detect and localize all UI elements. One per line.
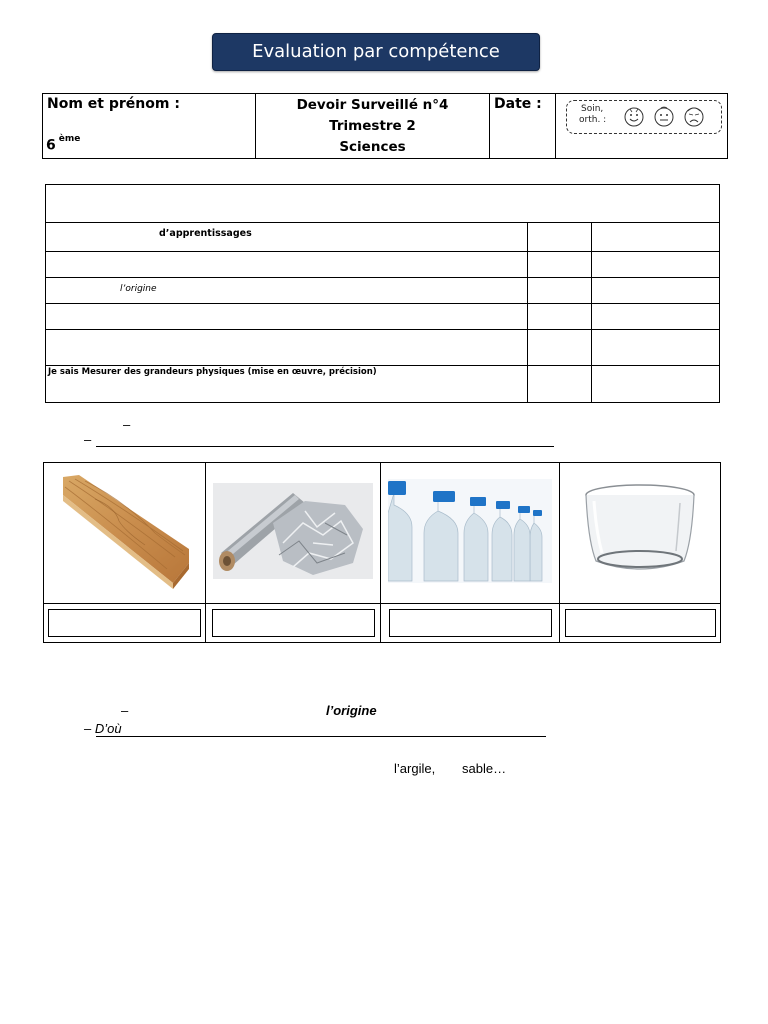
material-cell-glass <box>560 463 721 604</box>
soin-cell <box>556 94 728 159</box>
skills-table <box>45 184 720 403</box>
skills-row-label <box>46 223 528 252</box>
exercise1-line-dash: – <box>84 432 92 447</box>
exercise2-line-prefix: – D’où <box>84 721 122 736</box>
subject: Sciences <box>339 139 406 155</box>
material-cell-wood <box>44 463 206 604</box>
skills-row-grade[interactable] <box>592 278 720 304</box>
exercise2-text-sable: sable… <box>462 761 507 776</box>
exercise2-emphasis: l’origine <box>326 703 377 718</box>
exam-title: Devoir Surveillé n°4 <box>296 97 449 113</box>
sad-face-icon[interactable] <box>683 105 705 127</box>
name-label: Nom et prénom : <box>47 96 180 112</box>
skills-row-text: l’origine <box>120 284 157 294</box>
exercise2-text-argile: l’argile, <box>394 761 436 776</box>
materials-table <box>43 462 721 643</box>
date-cell[interactable] <box>490 94 556 159</box>
title-banner: Evaluation par compétence <box>212 33 540 71</box>
glass-cup-image <box>580 481 700 581</box>
aluminium-foil-image <box>213 483 373 579</box>
exam-info-cell <box>256 94 490 159</box>
exercise1-dash: – <box>123 417 131 432</box>
skills-row-label <box>46 278 528 304</box>
skills-row-label <box>46 330 528 366</box>
skills-row-check[interactable] <box>528 330 592 366</box>
soin-label-1: Soin, <box>581 104 604 114</box>
name-cell[interactable] <box>43 94 256 159</box>
material-cell-bottles <box>381 463 560 604</box>
soin-label <box>579 104 606 126</box>
class-suffix: ème <box>58 134 81 144</box>
skills-row-check[interactable] <box>528 252 592 278</box>
skills-row-check[interactable] <box>528 278 592 304</box>
header-table <box>42 93 728 159</box>
answer-cell <box>560 604 721 643</box>
skills-row-text: Je sais Mesurer des grandeurs physiques (mise en œuvre, précision) <box>48 367 377 377</box>
material-cell-foil <box>206 463 381 604</box>
answer-cell <box>44 604 206 643</box>
exercise2-dash: – <box>121 703 129 718</box>
date-label: Date : <box>494 96 542 112</box>
answer-box-glass[interactable] <box>565 609 716 637</box>
soin-label-2: orth. : <box>579 115 607 125</box>
skills-row-check[interactable] <box>528 304 592 330</box>
skills-row-check[interactable] <box>528 223 592 252</box>
skills-row-grade[interactable] <box>592 304 720 330</box>
wood-plank-image <box>55 471 195 591</box>
class-number: 6 <box>46 137 56 154</box>
class-level <box>46 134 81 154</box>
exercise2-answer-line[interactable] <box>96 736 546 737</box>
answer-cell <box>206 604 381 643</box>
trimester: Trimestre 2 <box>329 118 416 134</box>
skills-row-label <box>46 252 528 278</box>
skills-row-grade[interactable] <box>592 366 720 403</box>
soin-box <box>566 100 722 134</box>
skills-row-label <box>46 366 528 403</box>
skills-row-check[interactable] <box>528 366 592 403</box>
skills-row-label <box>46 304 528 330</box>
answer-cell <box>381 604 560 643</box>
skills-row-grade[interactable] <box>592 252 720 278</box>
plastic-bottles-image <box>388 479 552 583</box>
answer-box-bottles[interactable] <box>389 609 552 637</box>
neutral-face-icon[interactable] <box>653 105 675 127</box>
skills-row-grade[interactable] <box>592 223 720 252</box>
skills-row-grade[interactable] <box>592 330 720 366</box>
happy-face-icon[interactable] <box>623 105 645 127</box>
answer-box-foil[interactable] <box>212 609 375 637</box>
answer-box-wood[interactable] <box>48 609 201 637</box>
skills-header-row <box>46 185 720 223</box>
skills-row-text: d’apprentissages <box>159 228 252 239</box>
exercise1-answer-line[interactable] <box>96 446 554 447</box>
